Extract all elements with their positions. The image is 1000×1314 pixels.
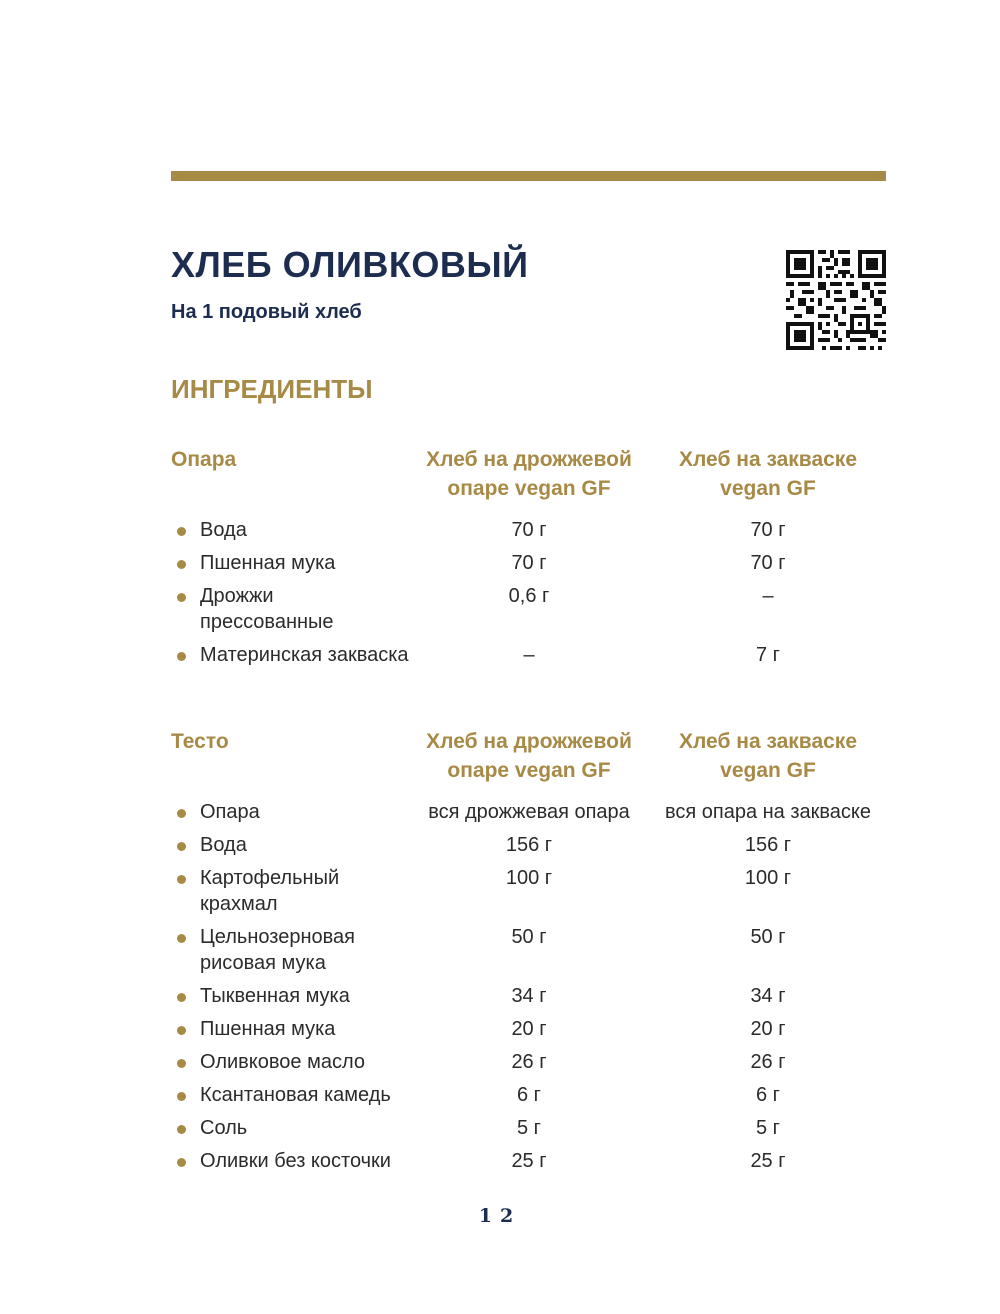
ingredient-amount-sourdough: 7 г (756, 644, 780, 666)
testo-col2-header (653, 727, 883, 785)
bullet-icon (177, 993, 186, 1002)
testo-col1-header-line1: Хлеб на дрожжевой (426, 730, 632, 753)
ingredient-amount-sourdough: 20 г (750, 1018, 786, 1040)
ingredient-amount-sourdough: 5 г (756, 1117, 780, 1139)
ingredient-name: Пшенная мука (200, 552, 336, 574)
qr-code[interactable] (786, 250, 886, 350)
opara-ingredient-list (171, 517, 886, 668)
list-item (171, 1148, 886, 1174)
list-item (171, 642, 886, 668)
ingredient-name: Материнская закваска (200, 644, 409, 666)
bullet-icon (177, 809, 186, 818)
ingredient-amount-sourdough: 34 г (750, 985, 786, 1007)
bullet-icon (177, 842, 186, 851)
ingredient-amount-yeast: 25 г (511, 1150, 547, 1172)
list-item (171, 517, 886, 543)
page-subtitle: На 1 подовый хлеб (171, 301, 362, 323)
page-number: 12 (478, 1205, 522, 1227)
gold-divider (171, 171, 886, 181)
list-item (171, 1049, 886, 1075)
opara-header (171, 445, 886, 507)
list-item (171, 583, 886, 635)
ingredient-amount-sourdough: 26 г (750, 1051, 786, 1073)
ingredient-amount-yeast: 50 г (511, 926, 547, 948)
list-item (171, 799, 886, 825)
testo-col2-header-line2: vegan GF (720, 759, 816, 782)
ingredient-amount-yeast: 6 г (517, 1084, 541, 1106)
testo-ingredient-list (171, 799, 886, 1174)
ingredient-amount-yeast: 34 г (511, 985, 547, 1007)
ingredient-name: Соль (200, 1117, 248, 1139)
opara-col2-header-line2: vegan GF (720, 477, 816, 500)
opara-col2-header-line1: Хлеб на закваске (678, 448, 857, 471)
ingredients-heading: ИНГРЕДИЕНТЫ (171, 374, 373, 404)
ingredient-amount-sourdough: 70 г (750, 519, 786, 541)
ingredient-name: Картофельный крахмал (200, 867, 340, 915)
list-item (171, 983, 886, 1009)
ingredient-name: Тыквенная мука (200, 985, 350, 1007)
list-item (171, 550, 886, 576)
bullet-icon (177, 934, 186, 943)
opara-group-label: Опара (171, 448, 237, 471)
opara-col1-header-line1: Хлеб на дрожжевой (426, 448, 632, 471)
opara-col1-header-line2: опаре vegan GF (447, 477, 611, 500)
ingredient-name: Цельнозерновая рисовая мука (200, 926, 355, 974)
ingredient-name: Ксантановая камедь (200, 1084, 391, 1106)
ingredient-amount-sourdough: 6 г (756, 1084, 780, 1106)
bullet-icon (177, 1026, 186, 1035)
opara-section (171, 445, 886, 675)
ingredient-name: Оливковое масло (200, 1051, 365, 1073)
ingredient-amount-sourdough: 25 г (750, 1150, 786, 1172)
ingredient-name: Дрожжи прессованные (200, 585, 334, 633)
opara-col2-header (653, 445, 883, 503)
list-item (171, 1082, 886, 1108)
bullet-icon (177, 593, 186, 602)
list-item (171, 1016, 886, 1042)
testo-col1-header-line2: опаре vegan GF (447, 759, 611, 782)
ingredient-amount-yeast: 100 г (505, 867, 553, 889)
bullet-icon (177, 1158, 186, 1167)
testo-group-label: Тесто (171, 730, 229, 753)
ingredient-amount-yeast: 0,6 г (508, 585, 550, 607)
ingredient-amount-yeast: 70 г (511, 552, 547, 574)
bullet-icon (177, 1092, 186, 1101)
ingredient-amount-sourdough: 156 г (744, 834, 792, 856)
opara-col1-header (414, 445, 644, 503)
bullet-icon (177, 652, 186, 661)
bullet-icon (177, 1125, 186, 1134)
testo-section (171, 727, 886, 1181)
bullet-icon (177, 875, 186, 884)
bullet-icon (177, 560, 186, 569)
ingredient-amount-sourdough: – (762, 585, 774, 607)
testo-col2-header-line1: Хлеб на закваске (678, 730, 857, 753)
testo-header (171, 727, 886, 789)
ingredient-amount-sourdough: 50 г (750, 926, 786, 948)
list-item (171, 865, 886, 917)
ingredient-name: Оливки без косточки (200, 1150, 391, 1172)
list-item (171, 1115, 886, 1141)
ingredient-amount-yeast: 20 г (511, 1018, 547, 1040)
ingredient-amount-sourdough: 100 г (744, 867, 792, 889)
bullet-icon (177, 1059, 186, 1068)
ingredient-amount-sourdough: 70 г (750, 552, 786, 574)
ingredient-amount-yeast: – (523, 644, 535, 666)
bullet-icon (177, 527, 186, 536)
ingredient-amount-sourdough: вся опара на закваске (664, 801, 872, 823)
list-item (171, 832, 886, 858)
ingredient-amount-yeast: 156 г (505, 834, 553, 856)
ingredient-name: Пшенная мука (200, 1018, 336, 1040)
ingredient-name: Вода (200, 519, 247, 541)
testo-col1-header (414, 727, 644, 785)
ingredient-name: Опара (200, 801, 260, 823)
ingredient-amount-yeast: 26 г (511, 1051, 547, 1073)
ingredient-name: Вода (200, 834, 247, 856)
ingredient-amount-yeast: вся дрожжевая опара (428, 801, 630, 823)
page-title: ХЛЕБ ОЛИВКОВЫЙ (171, 244, 529, 285)
ingredient-amount-yeast: 5 г (517, 1117, 541, 1139)
ingredient-amount-yeast: 70 г (511, 519, 547, 541)
list-item (171, 924, 886, 976)
